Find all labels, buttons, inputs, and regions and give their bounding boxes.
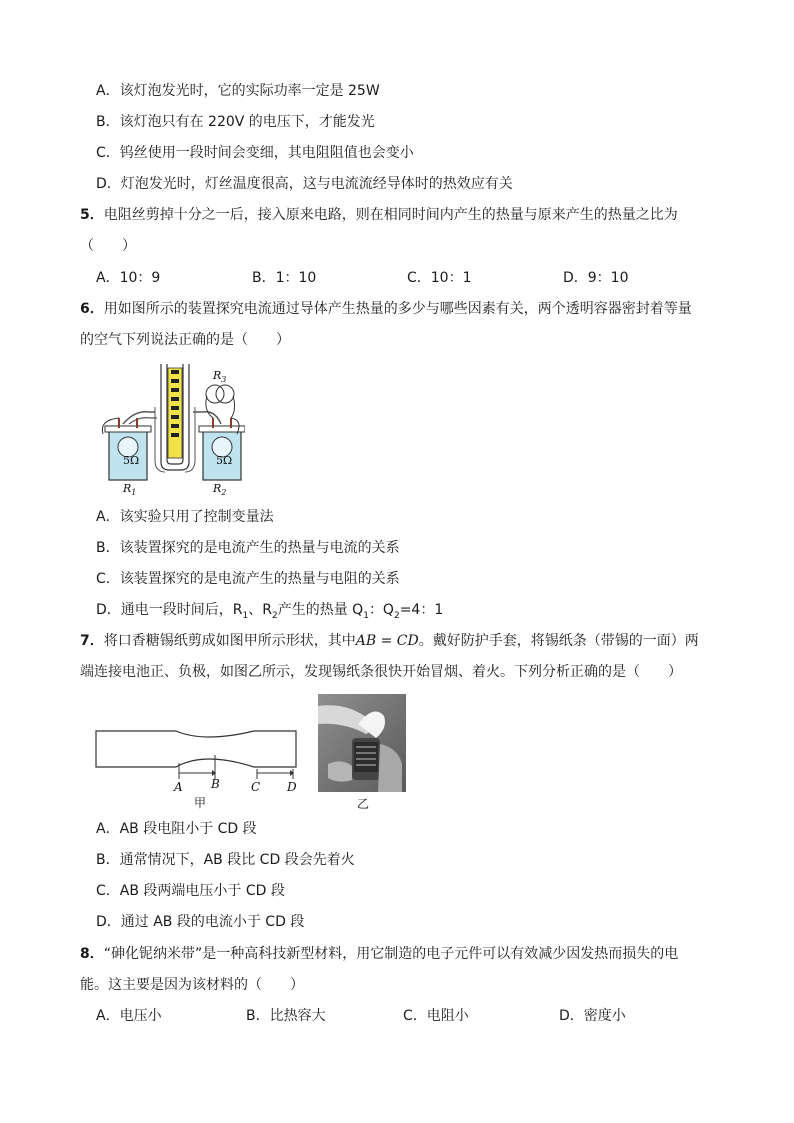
q6-option-b: B．该装置探究的是电流产生的热量与电流的关系 — [96, 540, 400, 556]
q6-stem-text: 用如图所示的装置探究电流通过导体产生热量的多少与哪些因素有关，两个透明容器密封着等量 — [103, 301, 692, 317]
q7-option-a: A．AB 段电阻小于 CD 段 — [96, 821, 257, 837]
q5-option-c: C．10：1 — [407, 270, 472, 286]
burning-tinfoil-photo-yi — [318, 694, 406, 812]
q5-options — [96, 268, 716, 288]
left-container — [102, 418, 151, 480]
right-container — [199, 418, 245, 480]
q4-option-d: D．灯泡发光时，灯丝温度很高，这与电流流经导体时的热效应有关 — [96, 176, 513, 192]
q8-stem-line1: 8．“砷化铌纳米带”是一种高科技新型材料，用它制造的电子元件可以有效减少因发热而损失的电 — [80, 946, 679, 962]
q5-option-a: A．10：9 — [96, 270, 161, 286]
q5-number: 5． — [80, 207, 104, 223]
q5-option-d: D．9：10 — [563, 270, 629, 286]
q6-option-c: C．该装置探究的是电流产生的热量与电阻的关系 — [96, 571, 400, 587]
tinfoil-strip-figure-jia — [94, 715, 304, 811]
q8-number: 8． — [80, 946, 104, 962]
q7-math-ab-cd: AB = CD — [355, 633, 419, 649]
q7-option-c: C．AB 段两端电压小于 CD 段 — [96, 883, 285, 899]
q8-option-d: D．密度小 — [559, 1008, 626, 1024]
q5-option-b: B．1：10 — [252, 270, 317, 286]
q5-stem-line1 — [80, 205, 678, 225]
q6-stem-line1 — [80, 299, 692, 319]
label-r3: $R_3$ — [213, 369, 227, 384]
q6-number: 6． — [80, 301, 104, 317]
caption-yi: 乙 — [357, 797, 370, 811]
point-c-label: C — [251, 780, 261, 794]
q5-stem-text: 电阻丝剪掉十分之一后，接入原来电路，则在相同时间内产生的热量与原来产生的热量之比为 — [103, 207, 678, 223]
q8-option-a: A．电压小 — [96, 1008, 162, 1024]
q8-options — [96, 1006, 716, 1026]
q8-option-c: C．电阻小 — [403, 1008, 469, 1024]
caption-jia: 甲 — [194, 796, 207, 810]
q4-option-b: B．该灯泡只有在 220V 的电压下，才能发光 — [96, 114, 375, 130]
q7-number: 7． — [80, 633, 104, 649]
point-a-label: A — [174, 780, 183, 794]
q8-stem-line2: 能。这主要是因为该材料的（ ） — [80, 977, 304, 993]
q6-stem-line2: 的空气下列说法正确的是（ ） — [80, 332, 290, 348]
q7-stem-line2: 端连接电池正、负极，如图乙所示，发现锡纸条很快开始冒烟、着火。下列分析正确的是（ ） — [80, 664, 682, 680]
q7-option-d: D．通过 AB 段的电流小于 CD 段 — [96, 914, 305, 930]
u-tube-manometer — [155, 364, 195, 472]
q7-option-b: B．通常情况下，AB 段比 CD 段会先着火 — [96, 852, 355, 868]
q7-stem-line1: 7．将口香糖锡纸剪成如图甲所示形状，其中AB = CD。戴好防护手套，将锡纸条（带锡的一面）两 — [80, 633, 699, 649]
q6-option-a: A．该实验只用了控制变量法 — [96, 509, 274, 525]
point-d-label: D — [287, 780, 297, 794]
joule-heating-apparatus-figure — [95, 362, 245, 497]
q4-option-a: A．该灯泡发光时，它的实际功率一定是 25W — [96, 83, 380, 99]
label-r2: $R_2$ — [213, 482, 227, 497]
point-b-label: B — [211, 777, 220, 791]
right-resistor-value: 5Ω — [216, 454, 233, 467]
q4-option-c: C．钨丝使用一段时间会变细，其电阻阻值也会变小 — [96, 145, 414, 161]
left-resistor-value: 5Ω — [123, 454, 140, 467]
q5-stem-line2: （ ） — [80, 238, 136, 254]
q8-option-b: B．比热容大 — [246, 1008, 326, 1024]
label-r1: $R_1$ — [123, 482, 137, 497]
q6-option-d: D．通电一段时间后，$R_1$、$R_2$产生的热量 $Q_1$：$Q_2=4$：1 — [96, 602, 444, 621]
